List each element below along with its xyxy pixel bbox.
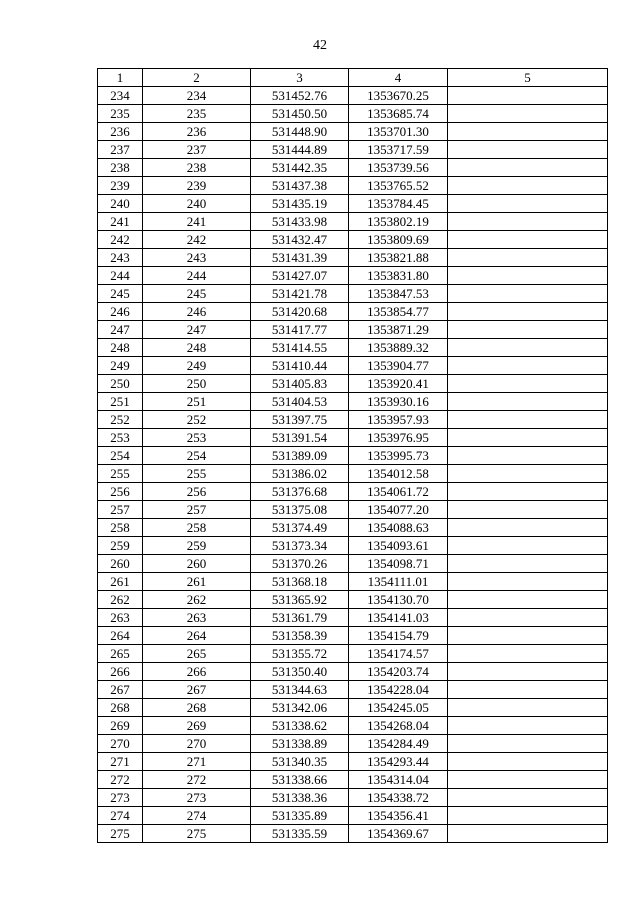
table-cell-col-3: 531344.63 [251,681,349,699]
table-cell-col-1: 275 [98,825,143,843]
table-row [98,627,608,645]
table-cell-col-3: 531340.35 [251,753,349,771]
table-row [98,681,608,699]
table-row [98,771,608,789]
table-cell-col-5 [448,213,608,231]
table-row [98,717,608,735]
table-cell-col-1: 266 [98,663,143,681]
table-cell-col-3: 531427.07 [251,267,349,285]
table-cell-col-3: 531391.54 [251,429,349,447]
table-cell-col-4: 1354268.04 [349,717,448,735]
table-cell-col-1: 240 [98,195,143,213]
table-cell-col-4: 1353765.52 [349,177,448,195]
table-cell-col-4: 1354174.57 [349,645,448,663]
table-cell-col-2: 247 [143,321,251,339]
table-cell-col-4: 1353995.73 [349,447,448,465]
table-cell-col-1: 249 [98,357,143,375]
table-row [98,537,608,555]
table-cell-col-3: 531435.19 [251,195,349,213]
table-row [98,105,608,123]
table-cell-col-1: 243 [98,249,143,267]
table-cell-col-3: 531355.72 [251,645,349,663]
page-number: 42 [313,38,327,53]
table-cell-col-4: 1354141.03 [349,609,448,627]
table-cell-col-4: 1353904.77 [349,357,448,375]
table-cell-col-3: 531450.50 [251,105,349,123]
table-cell-col-2: 241 [143,213,251,231]
table-cell-col-5 [448,483,608,501]
table-cell-col-3: 531342.06 [251,699,349,717]
table-cell-col-3: 531375.08 [251,501,349,519]
table-cell-col-1: 234 [98,87,143,105]
table-cell-col-4: 1353854.77 [349,303,448,321]
table-cell-col-2: 258 [143,519,251,537]
table-cell-col-4: 1353847.53 [349,285,448,303]
table-cell-col-2: 252 [143,411,251,429]
table-cell-col-3: 531338.66 [251,771,349,789]
table-cell-col-2: 274 [143,807,251,825]
table-row [98,87,608,105]
table-cell-col-5 [448,357,608,375]
table-cell-col-5 [448,609,608,627]
table-row [98,789,608,807]
table-cell-col-5 [448,555,608,573]
table-cell-col-3: 531433.98 [251,213,349,231]
table-cell-col-3: 531338.36 [251,789,349,807]
table-cell-col-3: 531421.78 [251,285,349,303]
table-cell-col-1: 256 [98,483,143,501]
table-cell-col-2: 251 [143,393,251,411]
table-cell-col-2: 234 [143,87,251,105]
table-cell-col-3: 531350.40 [251,663,349,681]
table-cell-col-1: 269 [98,717,143,735]
table-row [98,357,608,375]
table-cell-col-1: 238 [98,159,143,177]
table-cell-col-5 [448,717,608,735]
table-cell-col-2: 270 [143,735,251,753]
table-cell-col-4: 1354369.67 [349,825,448,843]
table-cell-col-1: 252 [98,411,143,429]
table-cell-col-2: 275 [143,825,251,843]
table-cell-col-1: 242 [98,231,143,249]
table-cell-col-3: 531432.47 [251,231,349,249]
table-cell-col-4: 1353685.74 [349,105,448,123]
table-row [98,123,608,141]
table-cell-col-1: 246 [98,303,143,321]
table-row [98,249,608,267]
table-cell-col-3: 531404.53 [251,393,349,411]
table-cell-col-4: 1353957.93 [349,411,448,429]
table-cell-col-2: 249 [143,357,251,375]
table-cell-col-5 [448,195,608,213]
column-header-4: 4 [349,69,448,87]
table-cell-col-1: 261 [98,573,143,591]
table-cell-col-1: 247 [98,321,143,339]
table-cell-col-2: 273 [143,789,251,807]
table-cell-col-1: 254 [98,447,143,465]
table-cell-col-3: 531389.09 [251,447,349,465]
table-cell-col-5 [448,177,608,195]
table-cell-col-5 [448,411,608,429]
column-header-2: 2 [143,69,251,87]
table-cell-col-2: 268 [143,699,251,717]
table-cell-col-2: 235 [143,105,251,123]
table-cell-col-1: 258 [98,519,143,537]
table-row [98,483,608,501]
table-row [98,231,608,249]
table-cell-col-3: 531370.26 [251,555,349,573]
table-cell-col-2: 271 [143,753,251,771]
table-cell-col-5 [448,141,608,159]
table-cell-col-2: 259 [143,537,251,555]
table-cell-col-5 [448,573,608,591]
table-cell-col-4: 1354061.72 [349,483,448,501]
table-cell-col-3: 531338.89 [251,735,349,753]
table-row [98,267,608,285]
table-cell-col-2: 256 [143,483,251,501]
table-cell-col-4: 1354012.58 [349,465,448,483]
table-cell-col-3: 531373.34 [251,537,349,555]
table-cell-col-3: 531358.39 [251,627,349,645]
table-cell-col-2: 260 [143,555,251,573]
table-row [98,339,608,357]
table-cell-col-3: 531361.79 [251,609,349,627]
table-cell-col-3: 531444.89 [251,141,349,159]
table-cell-col-1: 265 [98,645,143,663]
table-cell-col-1: 263 [98,609,143,627]
table-cell-col-2: 263 [143,609,251,627]
table-cell-col-5 [448,393,608,411]
table-cell-col-3: 531420.68 [251,303,349,321]
table-row [98,213,608,231]
table-cell-col-2: 261 [143,573,251,591]
table-row [98,177,608,195]
table-cell-col-4: 1354111.01 [349,573,448,591]
table-cell-col-1: 251 [98,393,143,411]
table-cell-col-1: 262 [98,591,143,609]
table-cell-col-2: 267 [143,681,251,699]
table-cell-col-4: 1354356.41 [349,807,448,825]
table-row [98,321,608,339]
table-cell-col-5 [448,267,608,285]
table-cell-col-1: 237 [98,141,143,159]
table-cell-col-4: 1354203.74 [349,663,448,681]
table-cell-col-1: 264 [98,627,143,645]
table-cell-col-4: 1354338.72 [349,789,448,807]
table-row [98,519,608,537]
table-cell-col-4: 1353920.41 [349,375,448,393]
table-cell-col-2: 254 [143,447,251,465]
table-cell-col-5 [448,699,608,717]
column-header-5: 5 [448,69,608,87]
table-row [98,663,608,681]
table-cell-col-4: 1353784.45 [349,195,448,213]
table-cell-col-1: 268 [98,699,143,717]
table-cell-col-4: 1354228.04 [349,681,448,699]
table-cell-col-3: 531414.55 [251,339,349,357]
table-cell-col-5 [448,375,608,393]
table-cell-col-5 [448,519,608,537]
table-row [98,753,608,771]
table-cell-col-3: 531405.83 [251,375,349,393]
table-cell-col-1: 244 [98,267,143,285]
table-row [98,393,608,411]
table-cell-col-5 [448,789,608,807]
table-cell-col-2: 250 [143,375,251,393]
table-row [98,807,608,825]
table-cell-col-1: 259 [98,537,143,555]
column-header-3: 3 [251,69,349,87]
table-cell-col-2: 264 [143,627,251,645]
table-row [98,573,608,591]
table-row [98,195,608,213]
coordinates-table [97,68,608,843]
table-cell-col-2: 244 [143,267,251,285]
table-cell-col-4: 1353871.29 [349,321,448,339]
table-cell-col-5 [448,501,608,519]
table-cell-col-3: 531437.38 [251,177,349,195]
table-cell-col-5 [448,123,608,141]
table-cell-col-5 [448,231,608,249]
table-cell-col-3: 531335.89 [251,807,349,825]
table-cell-col-1: 274 [98,807,143,825]
table-cell-col-4: 1353670.25 [349,87,448,105]
table-cell-col-5 [448,87,608,105]
table-row [98,645,608,663]
table-cell-col-4: 1353831.80 [349,267,448,285]
table-cell-col-2: 255 [143,465,251,483]
table-cell-col-3: 531397.75 [251,411,349,429]
table-cell-col-2: 242 [143,231,251,249]
table-cell-col-2: 269 [143,717,251,735]
table-cell-col-1: 272 [98,771,143,789]
table-cell-col-1: 236 [98,123,143,141]
table-cell-col-3: 531365.92 [251,591,349,609]
table-cell-col-4: 1353889.32 [349,339,448,357]
table-cell-col-1: 248 [98,339,143,357]
table-cell-col-5 [448,447,608,465]
table-cell-col-4: 1353717.59 [349,141,448,159]
table-cell-col-1: 270 [98,735,143,753]
table-cell-col-3: 531368.18 [251,573,349,591]
table-cell-col-3: 531376.68 [251,483,349,501]
table-cell-col-4: 1353976.95 [349,429,448,447]
table-cell-col-4: 1354077.20 [349,501,448,519]
table-row [98,501,608,519]
table-cell-col-5 [448,159,608,177]
table-cell-col-4: 1354088.63 [349,519,448,537]
table-cell-col-5 [448,429,608,447]
table-cell-col-5 [448,339,608,357]
table-row [98,699,608,717]
table-cell-col-2: 237 [143,141,251,159]
table-cell-col-1: 235 [98,105,143,123]
table-cell-col-5 [448,645,608,663]
table-cell-col-4: 1354154.79 [349,627,448,645]
table-cell-col-4: 1353802.19 [349,213,448,231]
table-cell-col-1: 255 [98,465,143,483]
table-cell-col-4: 1354284.49 [349,735,448,753]
table-cell-col-2: 253 [143,429,251,447]
table-cell-col-1: 260 [98,555,143,573]
table-cell-col-3: 531386.02 [251,465,349,483]
table-cell-col-1: 267 [98,681,143,699]
table-cell-col-4: 1353809.69 [349,231,448,249]
table-row [98,411,608,429]
table-cell-col-3: 531452.76 [251,87,349,105]
table-cell-col-5 [448,465,608,483]
table-cell-col-4: 1353739.56 [349,159,448,177]
table-row [98,609,608,627]
table-row [98,465,608,483]
table-cell-col-3: 531338.62 [251,717,349,735]
table-cell-col-5 [448,663,608,681]
table-cell-col-3: 531442.35 [251,159,349,177]
table-cell-col-2: 243 [143,249,251,267]
table-cell-col-5 [448,321,608,339]
table-cell-col-4: 1354314.04 [349,771,448,789]
table-row [98,429,608,447]
table-row [98,141,608,159]
table-cell-col-1: 257 [98,501,143,519]
table-cell-col-5 [448,807,608,825]
table-cell-col-5 [448,591,608,609]
table-cell-col-2: 266 [143,663,251,681]
table-row [98,735,608,753]
table-cell-col-2: 239 [143,177,251,195]
table-row [98,159,608,177]
table-cell-col-4: 1354130.70 [349,591,448,609]
table-cell-col-5 [448,735,608,753]
table-cell-col-5 [448,825,608,843]
table-cell-col-5 [448,303,608,321]
table-cell-col-5 [448,681,608,699]
table-cell-col-2: 262 [143,591,251,609]
table-cell-col-3: 531410.44 [251,357,349,375]
table-cell-col-2: 272 [143,771,251,789]
table-cell-col-1: 273 [98,789,143,807]
table-cell-col-2: 257 [143,501,251,519]
table-cell-col-2: 236 [143,123,251,141]
table-cell-col-2: 246 [143,303,251,321]
table-cell-col-1: 239 [98,177,143,195]
table-cell-col-1: 241 [98,213,143,231]
table-cell-col-3: 531335.59 [251,825,349,843]
table-cell-col-5 [448,285,608,303]
table-cell-col-5 [448,105,608,123]
table-cell-col-2: 240 [143,195,251,213]
table-cell-col-5 [448,249,608,267]
table-cell-col-5 [448,627,608,645]
table-body [98,87,608,843]
table-cell-col-3: 531417.77 [251,321,349,339]
table-cell-col-1: 271 [98,753,143,771]
table-header-row [98,69,608,87]
table-cell-col-4: 1354093.61 [349,537,448,555]
table-row [98,285,608,303]
table-cell-col-1: 245 [98,285,143,303]
table-cell-col-5 [448,753,608,771]
table-cell-col-1: 253 [98,429,143,447]
table-row [98,555,608,573]
table-row [98,591,608,609]
table-cell-col-2: 248 [143,339,251,357]
table-cell-col-3: 531374.49 [251,519,349,537]
table-cell-col-5 [448,771,608,789]
table-cell-col-2: 238 [143,159,251,177]
column-header-1: 1 [98,69,143,87]
table-cell-col-4: 1354293.44 [349,753,448,771]
table-cell-col-1: 250 [98,375,143,393]
table-row [98,303,608,321]
table-row [98,375,608,393]
table-cell-col-5 [448,537,608,555]
table-cell-col-4: 1354098.71 [349,555,448,573]
table-cell-col-2: 245 [143,285,251,303]
table-cell-col-2: 265 [143,645,251,663]
table-row [98,825,608,843]
table-cell-col-4: 1354245.05 [349,699,448,717]
table-cell-col-3: 531431.39 [251,249,349,267]
table-cell-col-4: 1353701.30 [349,123,448,141]
table-cell-col-4: 1353930.16 [349,393,448,411]
table-cell-col-3: 531448.90 [251,123,349,141]
table-cell-col-4: 1353821.88 [349,249,448,267]
table-row [98,447,608,465]
